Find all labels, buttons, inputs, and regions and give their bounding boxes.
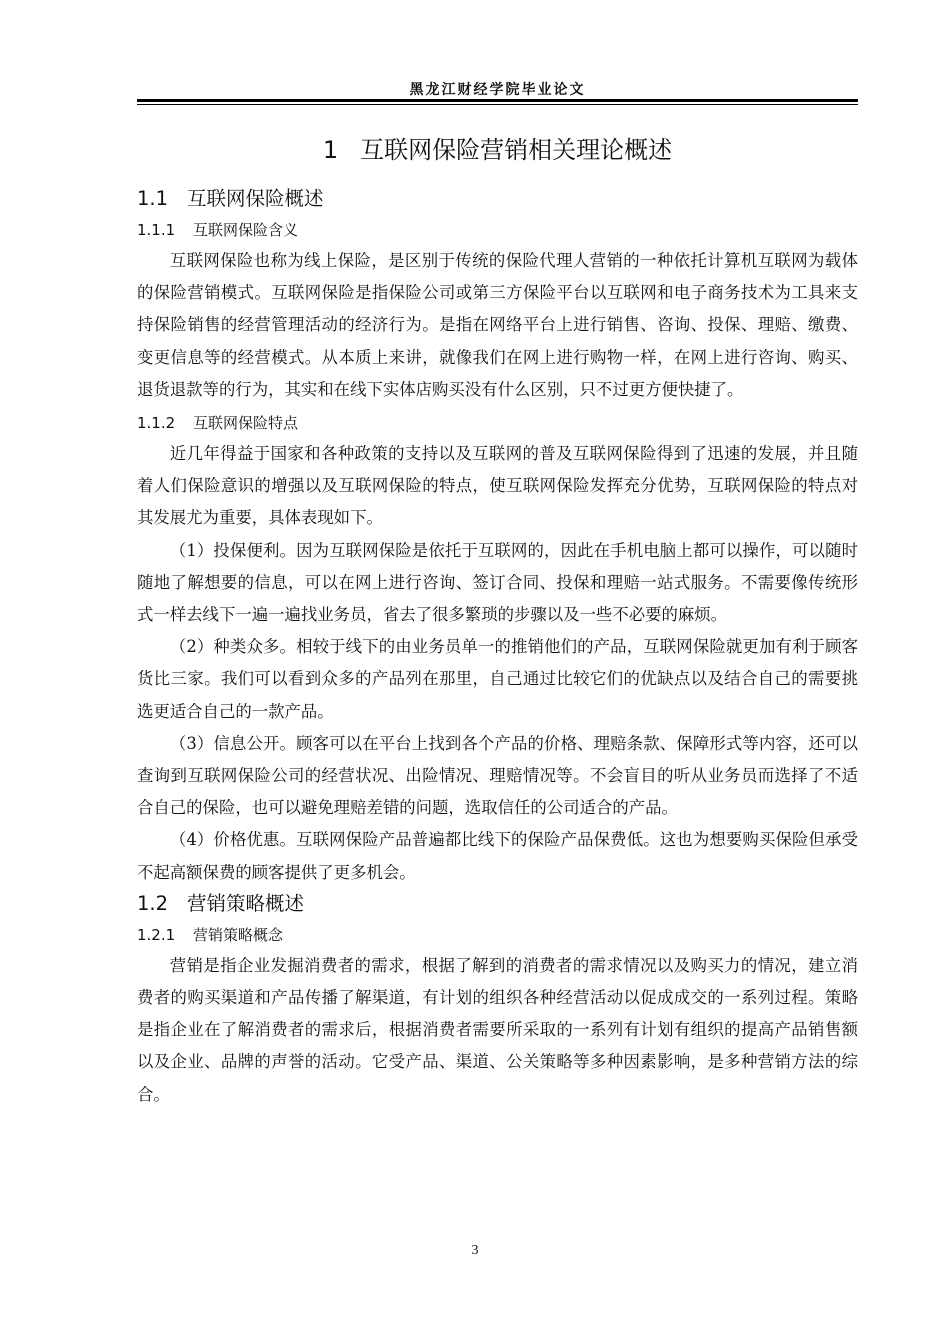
paragraph: 互联网保险也称为线上保险，是区别于传统的保险代理人营销的一种依托计算机互联网为载体的保险营销模式。互联网保险是指保险公司或第三方保险平台以互联网和电子商务技术为工具来支持保险销售的经营管理活动的经济行为。是指在网络平台上进行销售、咨询、投保、理赔、缴费、变更信息等的经营模式。从本质上来讲，就像我们在网上进行购物一样，在网上进行咨询、购买、退货退款等的行为，其实和在线下实体店购买没有什么区别，只不过更方便快捷了。 xyxy=(137,251,858,399)
section-number: 1.2 xyxy=(137,891,169,915)
subsection-heading xyxy=(137,410,858,436)
subsection-title: 互联网保险特点 xyxy=(193,414,299,433)
header-rule-thick xyxy=(137,99,858,102)
section-title: 互联网保险概述 xyxy=(187,187,324,210)
section-number: 1.1 xyxy=(137,187,169,210)
list-paragraph: （2）种类众多。相较于线下的由业务员单一的推销他们的产品，互联网保险就更加有利于顾客货比三家。我们可以看到众多的产品列在那里，自己通过比较它们的优缺点以及结合自己的需要挑选更适合自己的一款产品。 xyxy=(137,637,858,721)
header-rule-thin xyxy=(137,104,858,105)
subsection-title: 互联网保险含义 xyxy=(193,221,299,239)
section-heading xyxy=(137,889,858,919)
section-heading xyxy=(137,184,858,214)
subsection-title: 营销策略概念 xyxy=(193,925,284,944)
section-title: 营销策略概述 xyxy=(187,891,305,915)
chapter-title xyxy=(137,132,858,168)
subsection-number: 1.1.2 xyxy=(137,414,176,433)
page-number: 3 xyxy=(471,1243,479,1258)
subsection-number: 1.1.1 xyxy=(137,221,176,239)
subsection-heading xyxy=(137,922,858,948)
page-content xyxy=(137,132,858,1111)
chapter-number: 1 xyxy=(322,136,339,164)
running-header: 黑龙江财经学院毕业论文 xyxy=(409,82,586,98)
list-paragraph: （3）信息公开。顾客可以在平台上找到各个产品的价格、理赔条款、保障形式等内容，还可以查询到互联网保险公司的经营状况、出险情况、理赔情况等。不会盲目的听从业务员而选择了不适合自己的保险，也可以避免理赔差错的问题，选取信任的公司适合的产品。 xyxy=(137,733,858,818)
list-paragraph: （4）价格优惠。互联网保险产品普遍都比线下的保险产品保费低。这也为想要购买保险但承受不起高额保费的顾客提供了更多机会。 xyxy=(137,830,858,882)
subsection-heading xyxy=(137,217,858,243)
paragraph: 近几年得益于国家和各种政策的支持以及互联网的普及互联网保险得到了迅速的发展，并且随着人们保险意识的增强以及互联网保险的特点，使互联网保险发挥充分优势，互联网保险的特点对其发展尤为重要，具体表现如下。 xyxy=(137,444,858,528)
paragraph: 营销是指企业发掘消费者的需求，根据了解到的消费者的需求情况以及购买力的情况，建立消费者的购买渠道和产品传播了解渠道，有计划的组织各种经营活动以促成成交的一系列过程。策略是指企业在了解消费者的需求后，根据消费者需要所采取的一系列有计划有组织的提高产品销售额以及企业、品牌的声誉的活动。它受产品、渠道、公关策略等多种因素影响，是多种营销方法的综合。 xyxy=(137,955,858,1104)
list-paragraph: （1）投保便利。因为互联网保险是依托于互联网的，因此在手机电脑上都可以操作，可以随时随地了解想要的信息，可以在网上进行咨询、签订合同、投保和理赔一站式服务。不需要像传统形式一样去线下一遍一遍找业务员，省去了很多繁琐的步骤以及一些不必要的麻烦。 xyxy=(137,540,858,625)
subsection-number: 1.2.1 xyxy=(137,925,176,944)
chapter-title-text: 互联网保险营销相关理论概述 xyxy=(360,136,673,164)
